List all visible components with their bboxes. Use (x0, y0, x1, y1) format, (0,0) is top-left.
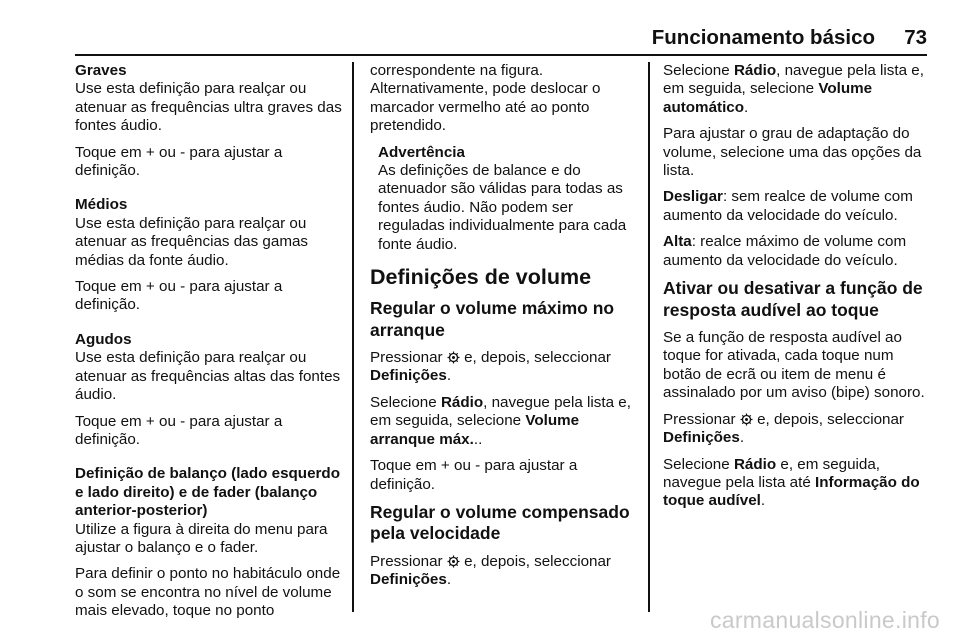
balance-title: Definição de balanço (lado esquerdo e lado direito) e de fader (balanço anterior-posterior) (75, 465, 340, 520)
option-off (663, 188, 929, 225)
off-label: Desligar (663, 188, 723, 206)
press-post-text: e, depois, seleccionar (757, 410, 904, 428)
medios-block (75, 196, 343, 270)
column-divider-2 (648, 62, 650, 612)
select-mid-text: e, em seguida, navegue pela lista até (663, 455, 881, 491)
instruction-press-2 (370, 553, 638, 590)
heading-max-volume: Regular o volume máximo no arranque (370, 298, 615, 340)
agudos-title: Agudos (75, 330, 132, 348)
graves-touch: Toque em + ou - para ajustar a definição. (75, 143, 283, 180)
heading-speed-volume: Regular o volume compensado pela velocidade (370, 501, 630, 544)
page-header (75, 26, 927, 52)
agudos-text: Use esta definição para realçar ou atenuar as frequências altas das fontes áudio. (75, 349, 341, 404)
punctuation: . (739, 429, 745, 447)
instruction-select-radio (370, 394, 638, 449)
instruction-select-info (663, 456, 929, 511)
high-label: Alta (663, 233, 692, 251)
gear-icon (447, 351, 460, 364)
radio-label: Rádio (733, 62, 777, 79)
press-post-text: e, depois, seleccionar (464, 349, 611, 367)
medios-text: Use esta definição para realçar ou atenuar as frequências das gamas médias da fonte áudio. (75, 214, 309, 269)
column-2 (370, 62, 638, 598)
punctuation: .. (473, 430, 483, 448)
press-text: Pressionar (370, 349, 443, 367)
section-heading-volume: Definições de volume (370, 265, 592, 290)
balance-text: Utilize a figura à direita do menu para ajustar o balanço e o fader. (75, 520, 328, 556)
punctuation: . (744, 98, 749, 116)
warning-text: As definições de balance e do atenuador são válidas para todas as fontes áudio. Não podem ser reguladas individualmente para cada fonte áudio. (378, 162, 627, 253)
punctuation: . (760, 492, 766, 510)
agudos-block (75, 331, 343, 405)
radio-label: Rádio (733, 455, 777, 473)
adjust-text: Para ajustar o grau de adaptação do volume, selecione uma das opções da lista. (663, 125, 922, 180)
option-high (663, 233, 929, 270)
graves-block (75, 62, 343, 136)
graves-title: Graves (75, 62, 127, 79)
instruction-press-3 (663, 411, 929, 448)
watermark: carmanualsonline.info (709, 607, 940, 633)
select-mid-text: , navegue pela lista e, em seguida, selecione (370, 393, 631, 430)
auto-volume-item: Volume automático (663, 80, 873, 116)
gear-icon (447, 555, 460, 568)
select-text: Selecione (663, 62, 730, 79)
graves-text: Use esta definição para realçar ou atenuar as frequências ultra graves das fontes áudio. (75, 80, 342, 135)
header-divider (75, 54, 927, 56)
agudos-touch: Toque em + ou - para ajustar a definição. (75, 412, 283, 448)
page-number: 73 (904, 26, 927, 49)
select-text: Selecione (663, 455, 730, 473)
select-text: Selecione (370, 393, 437, 411)
max-touch: Toque em + ou - para ajustar a definição. (370, 457, 578, 493)
heading-touch-feedback: Ativar ou desativar a função de resposta audível ao toque (663, 278, 923, 320)
instruction-select-auto-volume (663, 62, 929, 117)
gear-icon (740, 413, 753, 426)
medios-title: Médios (75, 196, 128, 214)
balance-block (75, 465, 343, 557)
instruction-press-1 (370, 349, 638, 386)
press-post-text: e, depois, seleccionar (464, 552, 611, 570)
balance-text-2: Para definir o ponto no habitáculo onde o som se encontra no nível de volume mais elevado, toque no ponto (75, 565, 341, 620)
settings-label: Definições (663, 429, 740, 447)
press-text: Pressionar (370, 552, 443, 570)
feedback-text: Se a função de resposta audível ao toque for ativada, cada toque num botão de ecrã ou item de menu é assinalado por um aviso (bipe) sonoro. (663, 329, 925, 402)
max-volume-item: Volume arranque máx. (370, 412, 580, 448)
warning-title: Advertência (378, 143, 465, 161)
press-text: Pressionar (663, 410, 736, 428)
off-text: : sem realce de volume com aumento da velocidade do veículo. (663, 188, 913, 224)
medios-touch: Toque em + ou - para ajustar a definição. (75, 278, 283, 314)
settings-label: Definições (370, 571, 447, 589)
punctuation: . (446, 367, 452, 385)
page-title: Funcionamento básico (651, 26, 875, 49)
warning-note (370, 144, 638, 254)
select-mid-text: , navegue pela lista e, em seguida, selecione (663, 62, 924, 98)
continued-text: correspondente na figura. Alternativamente, pode deslocar o marcador vermelho até ao ponto pretendido. (370, 62, 601, 135)
radio-label: Rádio (440, 393, 484, 411)
column-divider-1 (352, 62, 354, 612)
info-item: Informação do toque audível (663, 473, 920, 510)
column-3 (663, 62, 929, 519)
punctuation: . (446, 571, 452, 589)
column-1 (75, 62, 343, 629)
high-text: : realce máximo de volume com aumento da velocidade do veículo. (663, 233, 907, 269)
settings-label: Definições (370, 367, 447, 385)
